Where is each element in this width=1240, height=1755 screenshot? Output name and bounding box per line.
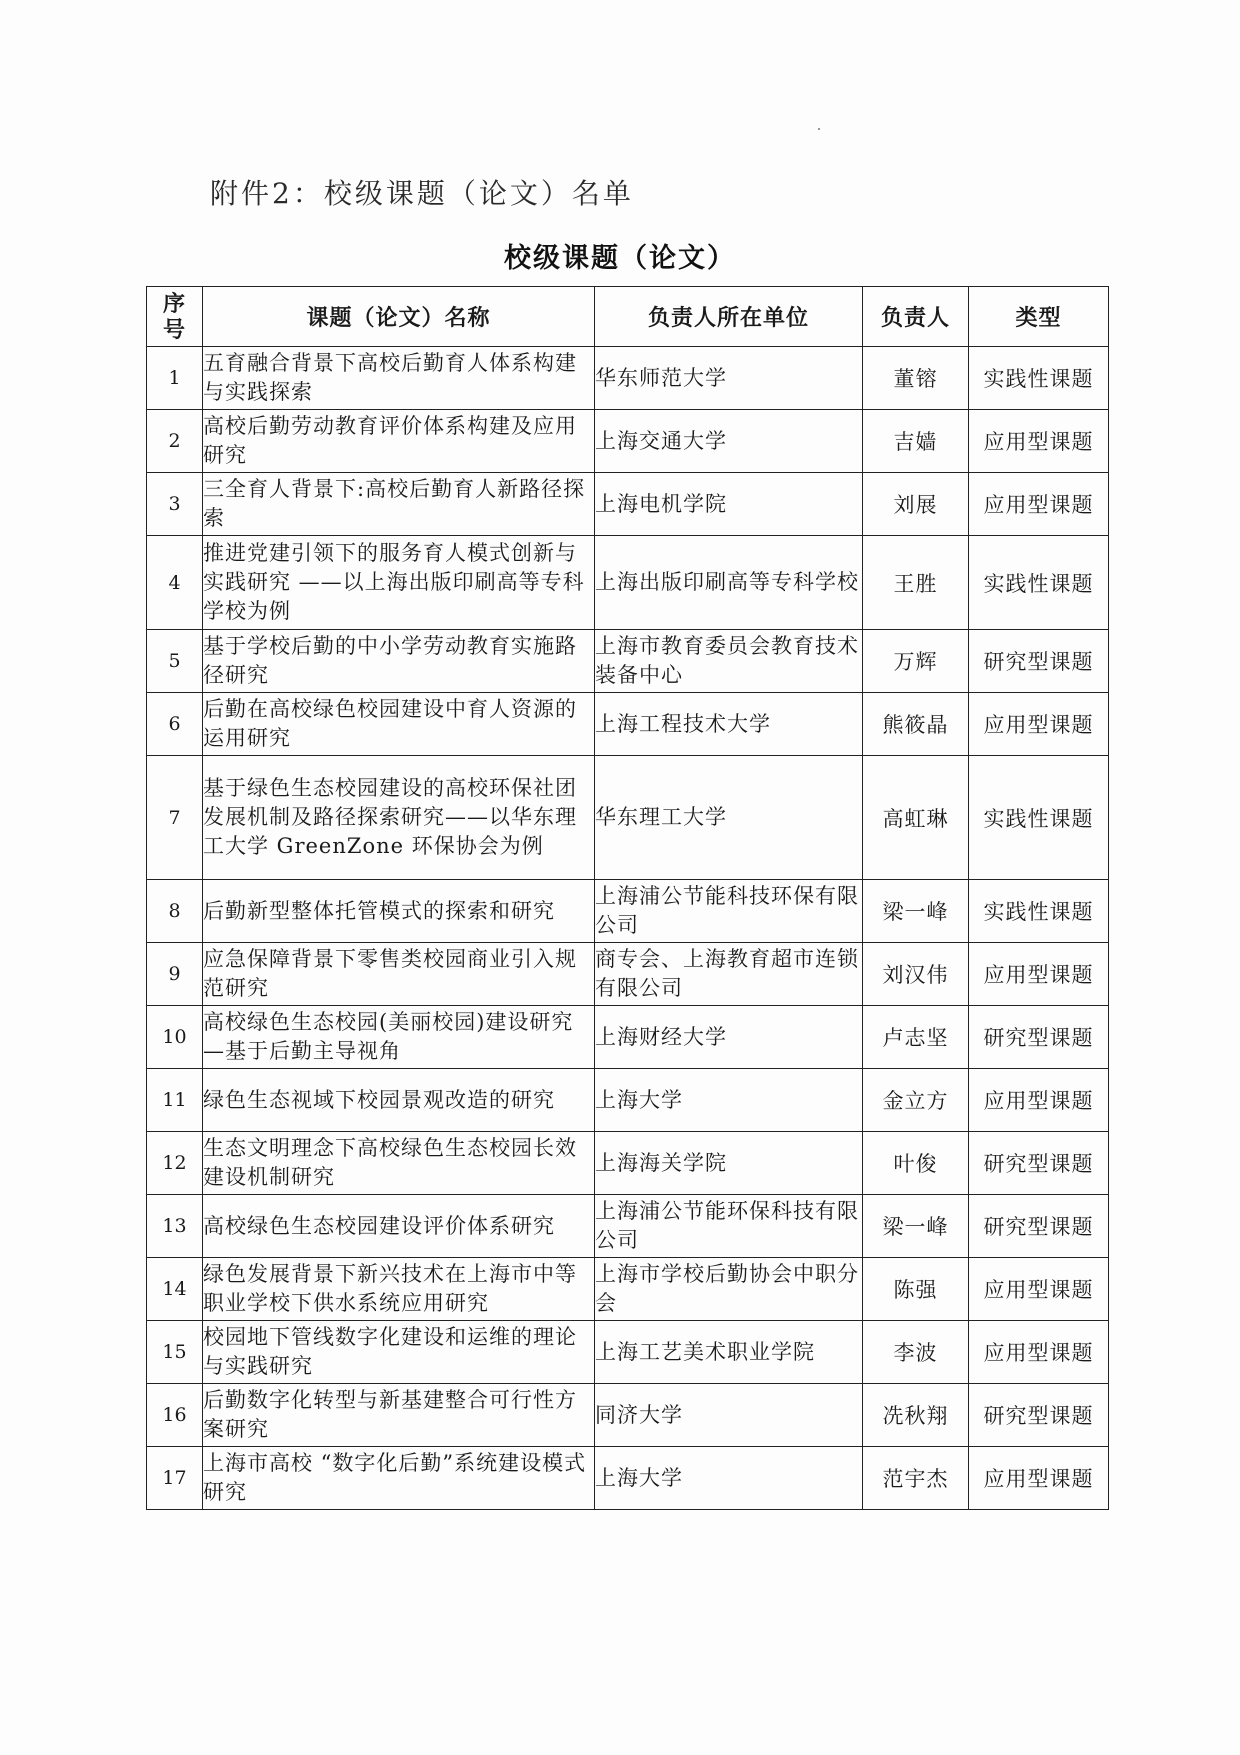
header-title: 课题（论文）名称 (203, 287, 595, 347)
topic-type: 应用型课题 (969, 410, 1109, 473)
row-number: 8 (147, 880, 203, 943)
topic-type: 实践性课题 (969, 756, 1109, 880)
lead-name: 卢志坚 (863, 1006, 969, 1069)
header-lead: 负责人 (863, 287, 969, 347)
topic-type: 研究型课题 (969, 630, 1109, 693)
topic-type: 应用型课题 (969, 1069, 1109, 1132)
row-number: 15 (147, 1321, 203, 1384)
row-number: 13 (147, 1195, 203, 1258)
topic-table (146, 286, 1109, 1510)
row-number: 2 (147, 410, 203, 473)
lead-unit: 上海浦公节能科技环保有限公司 (595, 880, 863, 943)
table-row (147, 756, 1109, 880)
lead-name: 万辉 (863, 630, 969, 693)
lead-unit: 上海大学 (595, 1447, 863, 1510)
lead-name: 刘展 (863, 473, 969, 536)
topic-title: 后勤数字化转型与新基建整合可行性方案研究 (203, 1384, 595, 1447)
table-row (147, 410, 1109, 473)
topic-title: 上海市高校 “数字化后勤”系统建设模式研究 (203, 1447, 595, 1510)
topic-type: 实践性课题 (969, 880, 1109, 943)
row-number: 10 (147, 1006, 203, 1069)
lead-unit: 上海大学 (595, 1069, 863, 1132)
row-number: 7 (147, 756, 203, 880)
topic-title: 三全育人背景下:高校后勤育人新路径探索 (203, 473, 595, 536)
lead-unit: 商专会、上海教育超市连锁有限公司 (595, 943, 863, 1006)
lead-name: 叶俊 (863, 1132, 969, 1195)
lead-name: 梁一峰 (863, 880, 969, 943)
lead-unit: 上海出版印刷高等专科学校 (595, 536, 863, 630)
row-number: 6 (147, 693, 203, 756)
lead-name: 王胜 (863, 536, 969, 630)
attachment-title: 附件2：校级课题（论文）名单 (210, 177, 634, 210)
table-row (147, 1069, 1109, 1132)
lead-unit: 上海浦公节能环保科技有限公司 (595, 1195, 863, 1258)
topic-title: 校园地下管线数字化建设和运维的理论与实践研究 (203, 1321, 595, 1384)
lead-name: 梁一峰 (863, 1195, 969, 1258)
topic-title: 高校绿色生态校园建设评价体系研究 (203, 1195, 595, 1258)
row-number: 9 (147, 943, 203, 1006)
table-row (147, 473, 1109, 536)
lead-name: 范宇杰 (863, 1447, 969, 1510)
header-no-label: 序号 (162, 290, 186, 343)
lead-name: 金立方 (863, 1069, 969, 1132)
row-number: 17 (147, 1447, 203, 1510)
topic-type: 应用型课题 (969, 943, 1109, 1006)
topic-type: 应用型课题 (969, 473, 1109, 536)
table-row (147, 1132, 1109, 1195)
row-number: 5 (147, 630, 203, 693)
lead-name: 刘汉伟 (863, 943, 969, 1006)
lead-unit: 华东理工大学 (595, 756, 863, 880)
table-row (147, 347, 1109, 410)
lead-unit: 上海电机学院 (595, 473, 863, 536)
table-row (147, 1195, 1109, 1258)
lead-unit: 上海市教育委员会教育技术装备中心 (595, 630, 863, 693)
table-header-row (147, 287, 1109, 347)
topic-title: 基于学校后勤的中小学劳动教育实施路径研究 (203, 630, 595, 693)
row-number: 11 (147, 1069, 203, 1132)
topic-type: 实践性课题 (969, 347, 1109, 410)
lead-unit: 上海海关学院 (595, 1132, 863, 1195)
table-row (147, 943, 1109, 1006)
topic-title: 生态文明理念下高校绿色生态校园长效建设机制研究 (203, 1132, 595, 1195)
topic-title: 基于绿色生态校园建设的高校环保社团发展机制及路径探索研究——以华东理工大学 GreenZone 环保协会为例 (203, 756, 595, 880)
topic-title: 后勤新型整体托管模式的探索和研究 (203, 880, 595, 943)
topic-type: 应用型课题 (969, 693, 1109, 756)
topic-type: 实践性课题 (969, 536, 1109, 630)
lead-unit: 上海交通大学 (595, 410, 863, 473)
lead-name: 熊筱晶 (863, 693, 969, 756)
row-number: 1 (147, 347, 203, 410)
table-row (147, 536, 1109, 630)
scan-speck (818, 128, 820, 130)
lead-unit: 上海财经大学 (595, 1006, 863, 1069)
row-number: 14 (147, 1258, 203, 1321)
lead-name: 吉嫱 (863, 410, 969, 473)
topic-type: 应用型课题 (969, 1447, 1109, 1510)
topic-title: 五育融合背景下高校后勤育人体系构建与实践探索 (203, 347, 595, 410)
topic-type: 研究型课题 (969, 1384, 1109, 1447)
topic-title: 应急保障背景下零售类校园商业引入规范研究 (203, 943, 595, 1006)
lead-name: 陈强 (863, 1258, 969, 1321)
lead-unit: 同济大学 (595, 1384, 863, 1447)
lead-unit: 华东师范大学 (595, 347, 863, 410)
topic-title: 绿色发展背景下新兴技术在上海市中等职业学校下供水系统应用研究 (203, 1258, 595, 1321)
table-row (147, 1384, 1109, 1447)
table-row (147, 1321, 1109, 1384)
lead-unit: 上海工艺美术职业学院 (595, 1321, 863, 1384)
row-number: 16 (147, 1384, 203, 1447)
row-number: 12 (147, 1132, 203, 1195)
topic-title: 推进党建引领下的服务育人模式创新与实践研究 ——以上海出版印刷高等专科学校为例 (203, 536, 595, 630)
table-row (147, 693, 1109, 756)
topic-type: 应用型课题 (969, 1258, 1109, 1321)
topic-type: 应用型课题 (969, 1321, 1109, 1384)
topic-type: 研究型课题 (969, 1195, 1109, 1258)
lead-unit: 上海市学校后勤协会中职分会 (595, 1258, 863, 1321)
lead-name: 李波 (863, 1321, 969, 1384)
topic-type: 研究型课题 (969, 1132, 1109, 1195)
table-body (147, 347, 1109, 1510)
table-row (147, 1258, 1109, 1321)
row-number: 4 (147, 536, 203, 630)
table-row (147, 1447, 1109, 1510)
header-type: 类型 (969, 287, 1109, 347)
topic-title: 后勤在高校绿色校园建设中育人资源的运用研究 (203, 693, 595, 756)
table-row (147, 880, 1109, 943)
header-no (147, 287, 203, 347)
row-number: 3 (147, 473, 203, 536)
topic-title: 高校绿色生态校园(美丽校园)建设研究—基于后勤主导视角 (203, 1006, 595, 1069)
topic-type: 研究型课题 (969, 1006, 1109, 1069)
header-unit: 负责人所在单位 (595, 287, 863, 347)
lead-name: 高虹琳 (863, 756, 969, 880)
lead-unit: 上海工程技术大学 (595, 693, 863, 756)
lead-name: 冼秋翔 (863, 1384, 969, 1447)
topic-title: 绿色生态视域下校园景观改造的研究 (203, 1069, 595, 1132)
lead-name: 董镕 (863, 347, 969, 410)
table-title: 校级课题（论文） (504, 243, 736, 274)
table-row (147, 630, 1109, 693)
table-row (147, 1006, 1109, 1069)
topic-title: 高校后勤劳动教育评价体系构建及应用研究 (203, 410, 595, 473)
